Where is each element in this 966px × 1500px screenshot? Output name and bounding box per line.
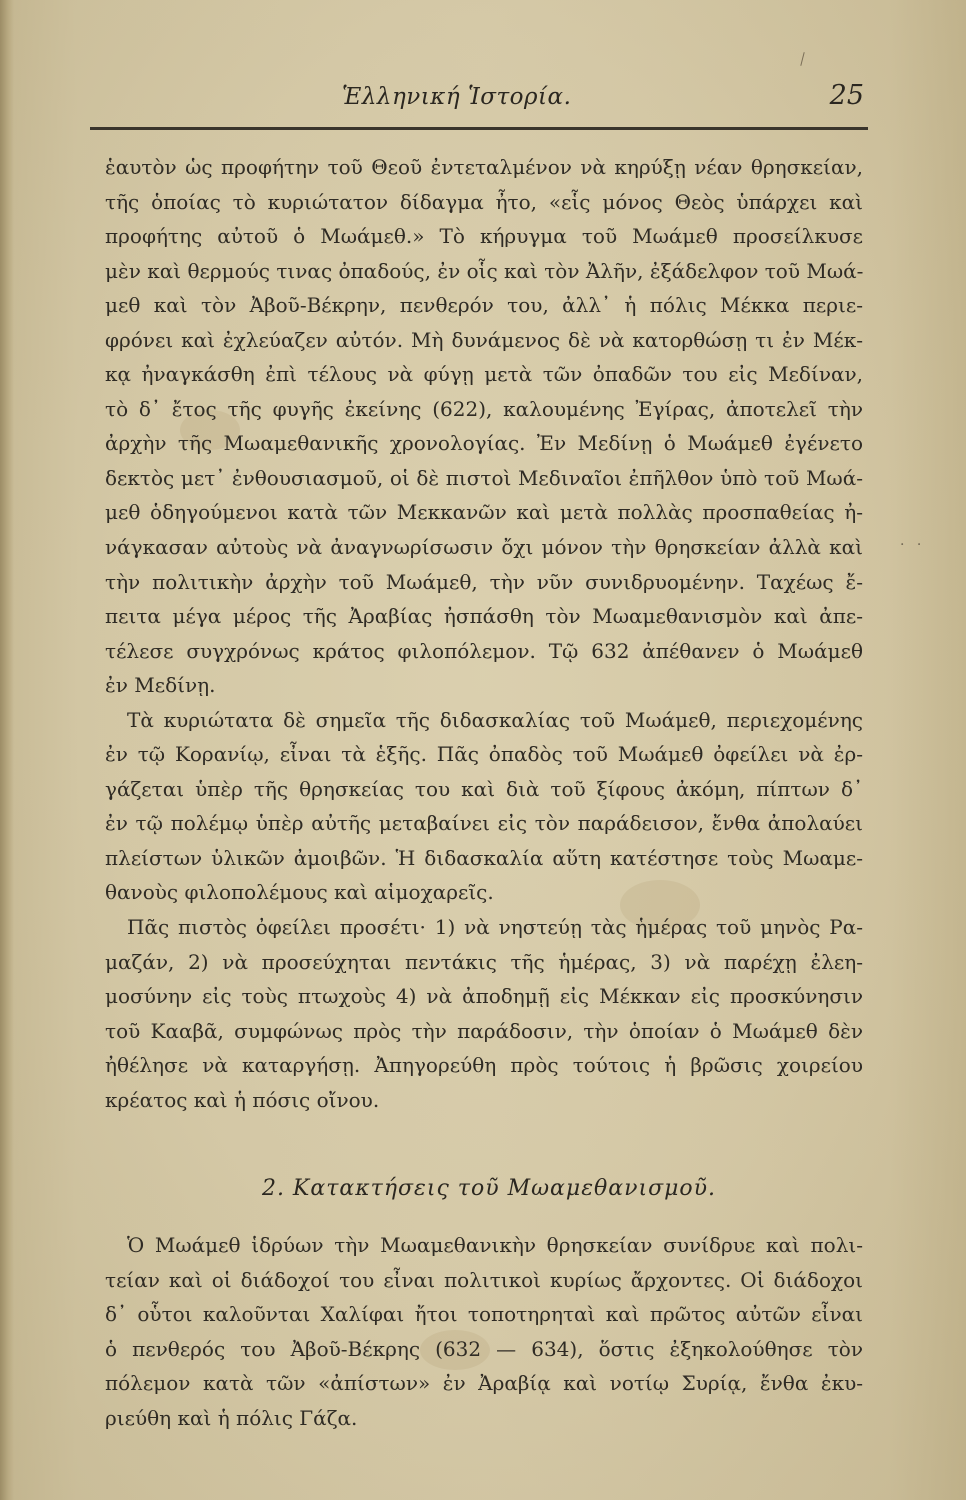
text-line: φρόνει καὶ ἐχλεύαζεν αὐτόν. Μὴ δυνάμενος δὲ νὰ κατορθώσῃ τι ἐν Μέκ-: [105, 327, 863, 352]
text-line: Ὁ Μωάμεθ ἱδρύων τὴν Μωαμεθανικὴν θρησκείαν συνίδρυε καὶ πολι-: [127, 1233, 863, 1257]
text-line: μεθ καὶ τὸν Ἀβοῦ-Βέκρην, πενθερόν του, ἀλλ᾿ ἡ πόλις Μέκκα περιε-: [105, 293, 863, 318]
text-line: ὁ πενθερός του Ἀβοῦ-Βέκρης (632 — 634), ὅστις ἐξηκολούθησε τὸν: [105, 1336, 863, 1361]
text-line: πλείστων ὑλικῶν ἀμοιβῶν. Ἡ διδασκαλία αὕτη κατέστησε τοὺς Μωαμε-: [105, 845, 863, 870]
text-line: ἐν τῷ πολέμῳ ὑπὲρ αὐτῆς μεταβαίνει εἰς τὸν παράδεισον, ἔνθα ἀπολαύει: [105, 811, 863, 836]
text-line: τὸ δ᾿ ἔτος τῆς φυγῆς ἐκείνης (622), καλουμένης Ἐγίρας, ἀποτελεῖ τὴν: [105, 396, 863, 421]
text-line: πειτα μέγα μέρος τῆς Ἀραβίας ἠσπάσθη τὸν Μωαμεθανισμὸν καὶ ἀπε-: [105, 604, 863, 629]
text-line: κρέατος καὶ ἡ πόσις οἴνου.: [105, 1087, 380, 1112]
text-line: νάγκασαν αὐτοὺς νὰ ἀναγνωρίσωσιν ὄχι μόνον τὴν θρησκείαν ἀλλὰ καὶ: [105, 535, 863, 560]
section-heading: [105, 1176, 863, 1201]
text-line: ριεύθη καὶ ἡ πόλις Γάζα.: [105, 1405, 358, 1430]
text-line: ἐν τῷ Κορανίῳ, εἶναι τὰ ἑξῆς. Πᾶς ὀπαδὸς τοῦ Μωάμεθ ὀφείλει νὰ ἐρ-: [105, 742, 863, 767]
text-line: δεκτὸς μετ᾿ ἐνθουσιασμοῦ, οἱ δὲ πιστοὶ Μεδιναῖοι ἐπῆλθον ὑπὸ τοῦ Μωά-: [105, 465, 863, 490]
running-title: Ἑλληνική Ἱστορία.: [342, 84, 572, 110]
page-binding-shadow: [0, 0, 14, 1500]
page-header: [92, 72, 872, 118]
text-line: ἀρχὴν τῆς Μωαμεθανικῆς χρονολογίας. Ἐν Μεδίνῃ ὁ Μωάμεθ ἐγένετο: [105, 431, 863, 456]
text-line: δ᾿ οὗτοι καλοῦνται Χαλίφαι ἤτοι τοποτηρηταὶ καὶ πρῶτος αὐτῶν εἶναι: [105, 1302, 863, 1327]
text-line: τείαν καὶ οἱ διάδοχοί του εἶναι πολιτικοὶ κυρίως ἄρχοντες. Οἱ διάδοχοι: [105, 1267, 863, 1292]
page-number: 25: [829, 80, 864, 111]
margin-dots: · ·: [900, 537, 926, 553]
text-line: ἠθέλησε νὰ καταργήσῃ. Ἀπηγορεύθη πρὸς τούτοις ἡ βρῶσις χοιρείου: [105, 1053, 863, 1078]
text-line: μαζάν, 2) νὰ προσεύχηται πεντάκις τῆς ἡμέρας, 3) νὰ παρέχῃ ἐλεη-: [105, 949, 863, 974]
text-line: μὲν καὶ θερμούς τινας ὀπαδούς, ἐν οἷς καὶ τὸν Ἀλῆν, ἐξάδελφον τοῦ Μωά-: [105, 258, 863, 283]
text-line: κᾳ ἠναγκάσθη ἐπὶ τέλους νὰ φύγῃ μετὰ τῶν ὀπαδῶν του εἰς Μεδίναν,: [105, 362, 863, 387]
text-line: θανοὺς φιλοπολέμους καὶ αἱμοχαρεῖς.: [105, 880, 494, 905]
text-line: μοσύνην εἰς τοὺς πτωχοὺς 4) νὰ ἀποδημῇ εἰς Μέκκαν εἰς προσκύνησιν: [105, 984, 863, 1009]
text-line: γάζεται ὑπὲρ τῆς θρησκείας του καὶ διὰ τοῦ ξίφους ἀκόμη, πίπτων δ᾿: [105, 776, 863, 801]
text-line: προφήτης αὐτοῦ ὁ Μωάμεθ.» Τὸ κήρυγμα τοῦ Μωάμεθ προσείλκυσε: [105, 224, 863, 249]
text-line: τῆς ὁποίας τὸ κυριώτατον δίδαγμα ἦτο, «εἷς μόνος Θεὸς ὑπάρχει καὶ: [105, 189, 863, 214]
text-line: μεθ ὁδηγούμενοι κατὰ τῶν Μεκκανῶν καὶ μετὰ πολλὰς προσπαθείας ἠ-: [105, 500, 863, 525]
text-line: ἐν Μεδίνῃ.: [105, 673, 216, 698]
text-line: τέλεσε συγχρόνως κράτος φιλοπόλεμον. Τῷ 632 ἀπέθανεν ὁ Μωάμεθ: [105, 638, 863, 663]
text-line: τοῦ Κααβᾶ, συμφώνως πρὸς τὴν παράδοσιν, τὴν ὁποίαν ὁ Μωάμεθ δὲν: [105, 1018, 863, 1043]
text-line: ἑαυτὸν ὡς προφήτην τοῦ Θεοῦ ἐντεταλμένον νὰ κηρύξῃ νέαν θρησκείαν,: [105, 155, 863, 179]
body-text: [105, 150, 863, 1117]
text-line: πόλεμον κατὰ τῶν «ἀπίστων» ἐν Ἀραβίᾳ καὶ νοτίῳ Συρίᾳ, ἔνθα ἐκυ-: [105, 1371, 863, 1396]
text-line: τὴν πολιτικὴν ἀρχὴν τοῦ Μωάμεθ, τὴν νῦν συνιδρυομένην. Ταχέως ἔ-: [105, 569, 863, 594]
body-text-section-2: [105, 1228, 863, 1435]
pencil-mark: [800, 52, 804, 66]
section-title: 2. Κατακτήσεις τοῦ Μωαμεθανισμοῦ.: [261, 1176, 717, 1201]
text-line: Τὰ κυριώτατα δὲ σημεῖα τῆς διδασκαλίας τοῦ Μωάμεθ, περιεχομένης: [127, 707, 863, 732]
header-rule: [90, 127, 868, 130]
text-line: Πᾶς πιστὸς ὀφείλει προσέτι· 1) νὰ νηστεύῃ τὰς ἡμέρας τοῦ μηνὸς Ρα-: [127, 915, 863, 940]
